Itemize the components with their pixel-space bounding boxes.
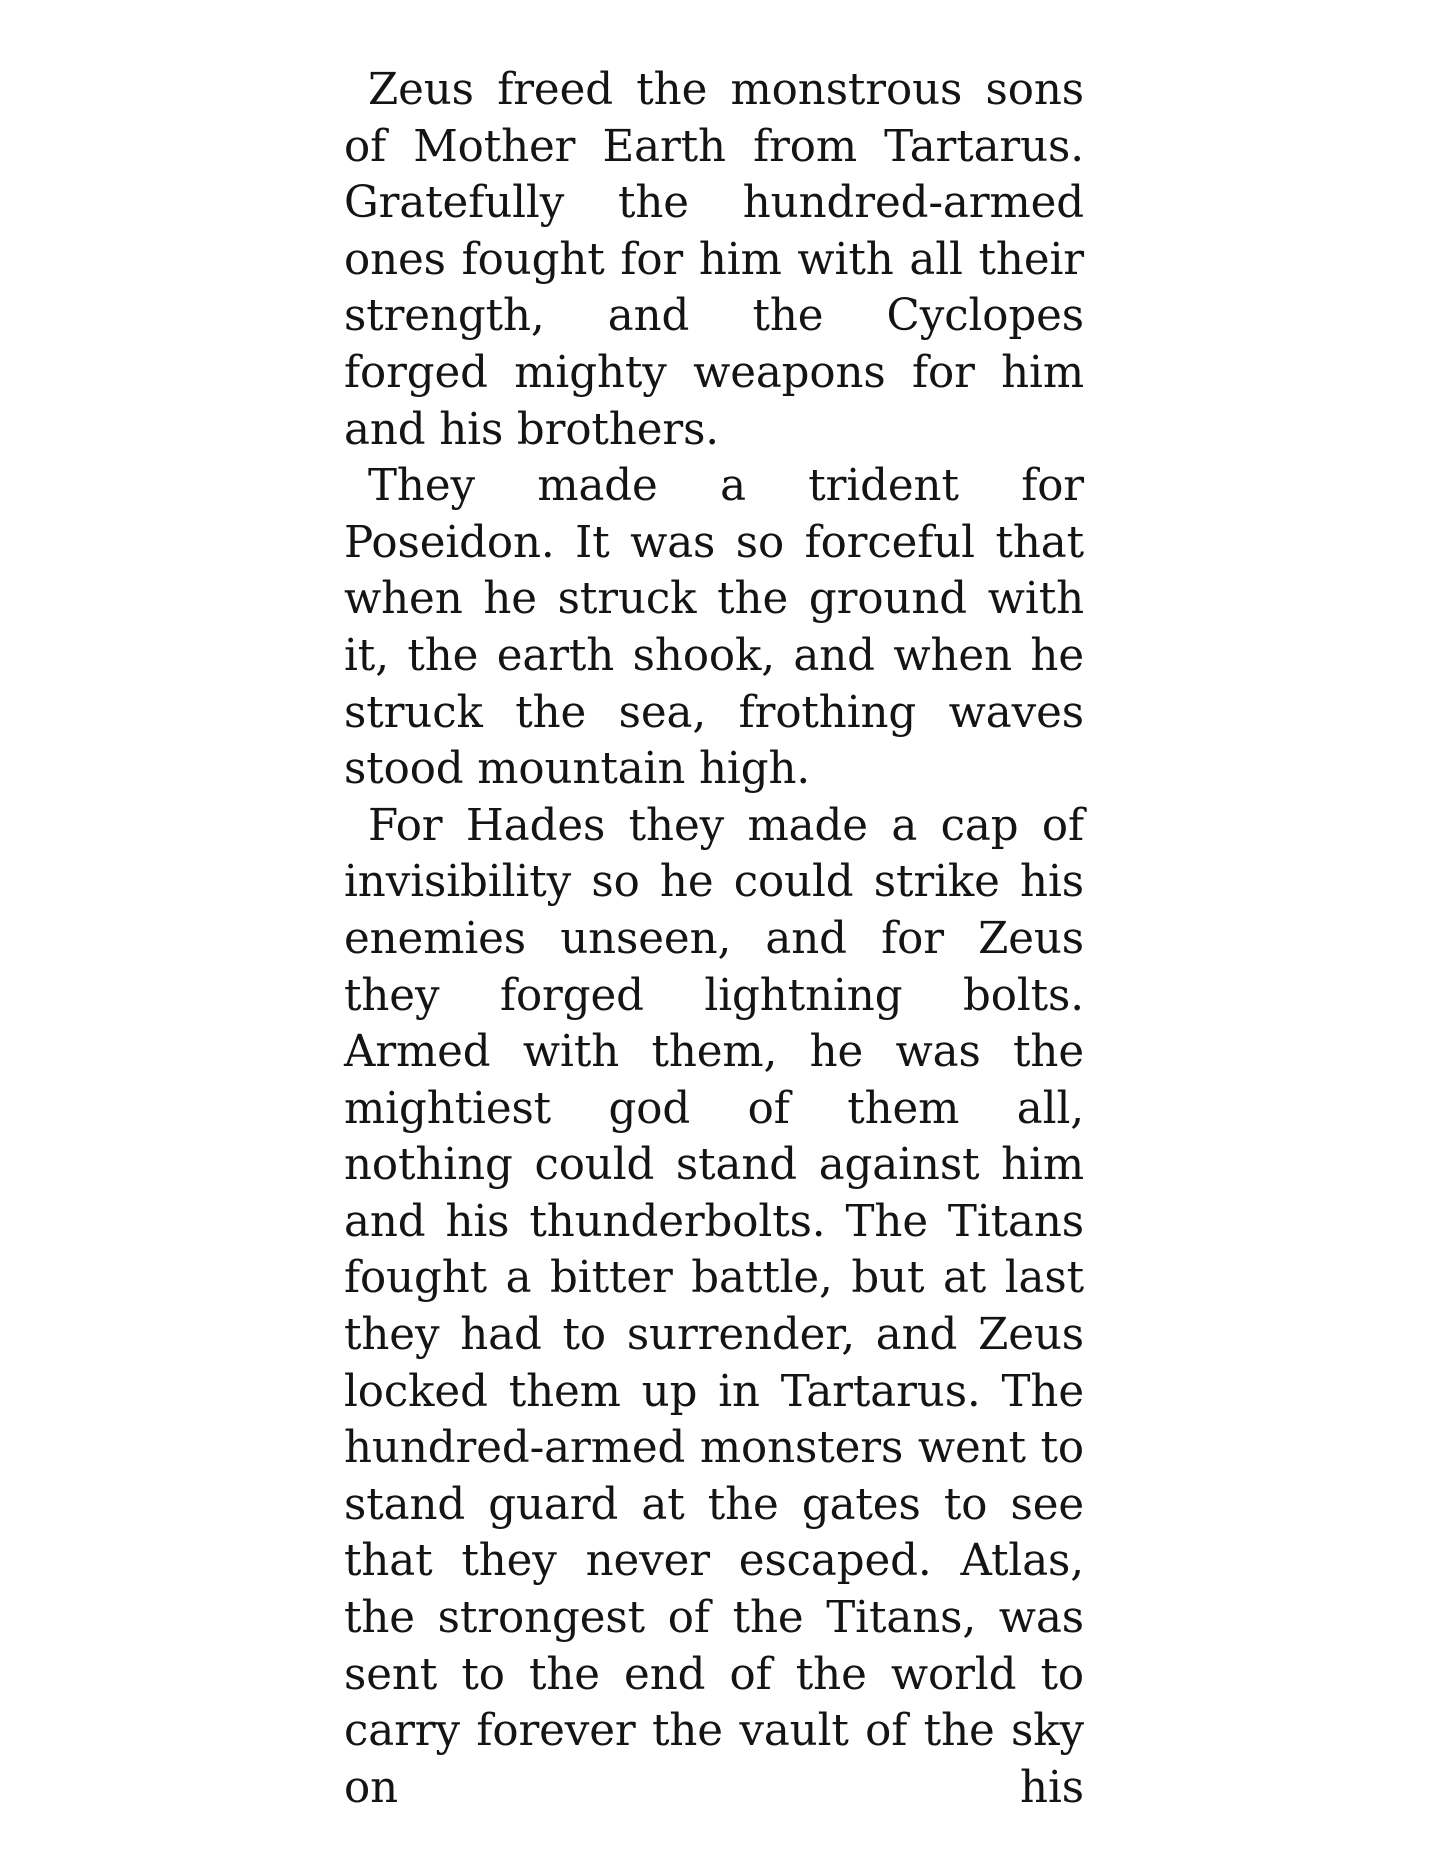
body-paragraph-3: For Hades they made a cap of invisibility so he could strike his enemies unseen, and for Zeus they forged lightning bolts. Armed with them, he was the mightiest god of them all, nothing could stand against him and his thunderbolts. The Titans fought a bitter battle, but at last they had to surrender, and Zeus locked them up in Tartarus. The hundred-armed monsters went to stand guard at the gates to see that they never escaped. Atlas, the strongest of the Titans, was sent to the end of the world to carry forever the vault of the sky on his (344, 800, 1084, 1813)
body-paragraph-1: Zeus freed the monstrous sons of Mother Earth from Tartarus. Gratefully the hundred-armed ones fought for him with all their strength, and the Cyclopes forged mighty weapons for him and his brothers. (344, 65, 1084, 455)
text-column (344, 62, 1084, 1873)
body-paragraph-2: They made a trident for Poseidon. It was so forceful that when he struck the ground with it, the earth shook, and when he struck the sea, frothing waves stood mountain high. (344, 461, 1084, 795)
